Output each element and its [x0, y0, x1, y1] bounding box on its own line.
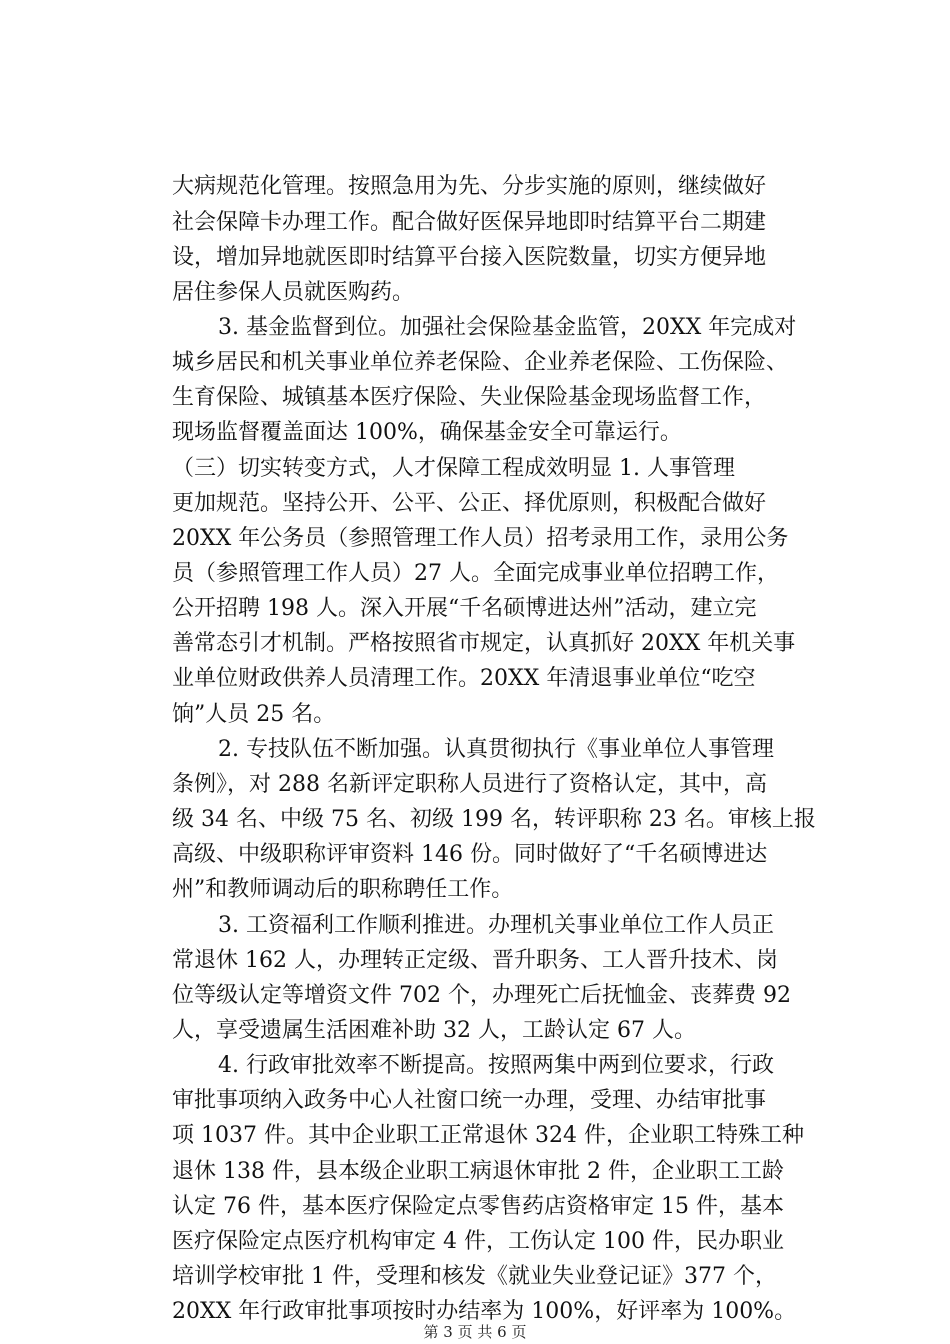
text-line: [0, 172, 950, 202]
line-text: 项 1037 件。其中企业职工正常退休 324 件，企业职工特殊工种: [172, 1123, 804, 1148]
page-number-footer: 第 3 页 共 6 页: [423, 1323, 527, 1341]
line-text: 人，享受遗属生活困难补助 32 人，工龄认定 67 人。: [172, 1018, 696, 1043]
text-line: [0, 735, 950, 765]
line-text: 居住参保人员就医购药。: [172, 280, 415, 305]
line-text: 医疗保险定点医疗机构审定 4 件，工伤认定 100 件，民办职业: [172, 1229, 784, 1254]
text-line: [0, 313, 950, 343]
text-line: [0, 348, 950, 378]
line-text: 位等级认定等增资文件 702 个，办理死亡后抚恤金、丧葬费 92: [172, 983, 791, 1008]
line-text: 员（参照管理工作人员）27 人。全面完成事业单位招聘工作，: [172, 561, 779, 586]
line-text: 饷”人员 25 名。: [172, 702, 336, 727]
line-text: 条例》，对 288 名新评定职称人员进行了资格认定，其中，高: [172, 772, 767, 797]
text-line: [0, 700, 950, 730]
text-line: [0, 840, 950, 870]
text-line: [0, 418, 950, 448]
line-text: 现场监督覆盖面达 100%，确保基金安全可靠运行。: [172, 420, 682, 445]
line-text: 3. 基金监督到位。加强社会保险基金监管，20XX 年完成对: [218, 315, 797, 340]
line-text: 大病规范化管理。按照急用为先、分步实施的原则，继续做好: [172, 174, 767, 199]
text-line: [0, 594, 950, 624]
line-text: 更加规范。坚持公开、公平、公正、择优原则，积极配合做好: [172, 491, 767, 516]
text-line: [0, 454, 950, 484]
line-text: 高级、中级职称评审资料 146 份。同时做好了“千名硕博进达: [172, 842, 768, 867]
text-line: [0, 1121, 950, 1151]
text-line: [0, 770, 950, 800]
line-text: 州”和教师调动后的职称聘任工作。: [172, 877, 514, 902]
text-line: [0, 1157, 950, 1187]
text-line: [0, 911, 950, 941]
line-text: 20XX 年公务员（参照管理工作人员）招考录用工作，录用公务: [172, 526, 789, 551]
text-line: [0, 629, 950, 659]
text-line: [0, 489, 950, 519]
text-line: [0, 946, 950, 976]
text-line: [0, 208, 950, 238]
line-text: 生育保险、城镇基本医疗保险、失业保险基金现场监督工作，: [172, 385, 767, 410]
line-text: 公开招聘 198 人。深入开展“千名硕博进达州”活动，建立完: [172, 596, 757, 621]
line-text: 20XX 年行政审批事项按时办结率为 100%，好评率为 100%。: [172, 1299, 797, 1324]
line-text: 4. 行政审批效率不断提高。按照两集中两到位要求，行政: [218, 1053, 774, 1078]
text-line: [0, 559, 950, 589]
line-text: 善常态引才机制。严格按照省市规定，认真抓好 20XX 年机关事: [172, 631, 796, 656]
text-line: [0, 1016, 950, 1046]
line-text: （三）切实转变方式，人才保障工程成效明显 1. 人事管理: [172, 456, 735, 481]
line-text: 退休 138 件，县本级企业职工病退休审批 2 件，企业职工工龄: [172, 1159, 784, 1184]
text-line: [0, 664, 950, 694]
line-text: 审批事项纳入政务中心人社窗口统一办理，受理、办结审批事: [172, 1088, 767, 1113]
text-line: [0, 875, 950, 905]
line-text: 设，增加异地就医即时结算平台接入医院数量，切实方便异地: [172, 245, 767, 270]
text-line: [0, 981, 950, 1011]
text-line: [0, 1192, 950, 1222]
line-text: 3. 工资福利工作顺利推进。办理机关事业单位工作人员正: [218, 913, 774, 938]
text-line: [0, 243, 950, 273]
text-line: [0, 524, 950, 554]
text-line: [0, 1051, 950, 1081]
text-line: [0, 1262, 950, 1292]
text-line: [0, 1086, 950, 1116]
line-text: 常退休 162 人，办理转正定级、晋升职务、工人晋升技术、岗: [172, 948, 778, 973]
text-line: [0, 805, 950, 835]
line-text: 社会保障卡办理工作。配合做好医保异地即时结算平台二期建: [172, 210, 767, 235]
text-line: [0, 278, 950, 308]
text-line: [0, 383, 950, 413]
line-text: 培训学校审批 1 件，受理和核发《就业失业登记证》377 个，: [172, 1264, 777, 1289]
line-text: 级 34 名、中级 75 名、初级 199 名，转评职称 23 名。审核上报: [172, 807, 816, 832]
line-text: 2. 专技队伍不断加强。认真贯彻执行《事业单位人事管理: [218, 737, 774, 762]
line-text: 认定 76 件，基本医疗保险定点零售药店资格审定 15 件，基本: [172, 1194, 784, 1219]
line-text: 城乡居民和机关事业单位养老保险、企业养老保险、工伤保险、: [172, 350, 789, 375]
line-text: 业单位财政供养人员清理工作。20XX 年清退事业单位“吃空: [172, 666, 756, 691]
text-line: [0, 1227, 950, 1257]
